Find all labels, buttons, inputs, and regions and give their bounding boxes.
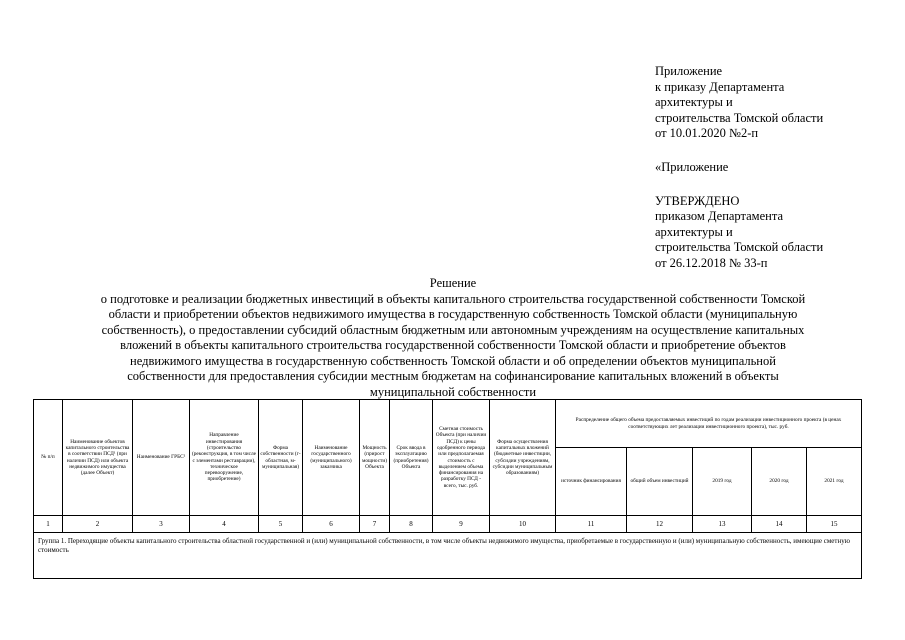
decision-title: [28, 276, 878, 400]
appendix-line: строительства Томской области: [655, 110, 824, 125]
column-number-cell: 1: [34, 516, 63, 533]
column-number-cell: 4: [190, 516, 259, 533]
sub-header-cell: источник финансирования: [556, 448, 627, 516]
column-number-cell: 12: [627, 516, 693, 533]
column-number-cell: 7: [360, 516, 390, 533]
header-cell: № п/п: [34, 400, 63, 516]
column-number-cell: 8: [390, 516, 433, 533]
decision-title-line: недвижимого имущества в государственную собственность Томской области и об определении объектов муниципальной: [130, 353, 776, 368]
column-number-cell: 5: [259, 516, 303, 533]
column-number-cell: 3: [133, 516, 190, 533]
column-number-cell: 14: [752, 516, 807, 533]
approved-line: приказом Департамента: [655, 209, 783, 224]
approved-line: УТВЕРЖДЕНО: [655, 193, 740, 208]
group-row-text: Группа 1. Переходящие объекты капитального строительства областной государственной и (или) муниципальной собственности, в том числе объекты недвижимого имущества, приобретаемые в государственную и (или) муниципальную собственность, имеющие сметную стоимость: [34, 533, 862, 579]
decision-title-line: области и приобретении объектов недвижимого имущества в государственную собственность Томской области (муниципальную: [108, 307, 798, 321]
header-cell: Форма осуществления капитальных вложений (бюджетные инвестиции, субсидии учреждениям, субсидии муниципальным образованиям): [490, 400, 556, 516]
sub-header-cell: 2020 год: [752, 448, 807, 516]
group-row: [34, 533, 862, 579]
approved-line: строительства Томской области: [655, 240, 824, 255]
column-number-cell: 6: [303, 516, 360, 533]
column-number-cell: 15: [807, 516, 862, 533]
header-cell: Направление инвестирования (строительство (реконструкция, в том числе с элементами реставрации), техническое перевооружение, приобретение): [190, 400, 259, 516]
appendix-quote-line: «Приложение: [655, 159, 729, 174]
column-number-row: [34, 516, 862, 533]
header-cell: Срок ввода в эксплуатацию (приобретения) Объекта: [390, 400, 433, 516]
header-cell: Сметная стоимость Объекта (при наличии ПСД) к цены одобренного периода или предполагаемая стоимость с выделением объема финансирования на разработку ПСД - всего, тыс. руб.: [433, 400, 490, 516]
approved-line: от 26.12.2018 № 33-п: [655, 255, 768, 270]
appendix-block: [655, 64, 895, 272]
column-number-cell: 9: [433, 516, 490, 533]
column-number-cell: 2: [63, 516, 133, 533]
appendix-line: к приказу Департамента: [655, 79, 785, 94]
header-cell: Наименование государственного (муниципального) заказчика: [303, 400, 360, 516]
investment-table: [33, 399, 862, 579]
appendix-line: от 10.01.2020 №2-п: [655, 126, 759, 141]
appendix-line: Приложение: [655, 64, 723, 78]
decision-title-line: вложений в объекты капитального строительства государственной собственности Томской области и приобретение объектов: [120, 338, 786, 352]
header-cell: Наименование объектов капитального строительства в соответствии ПСД¹ (при наличии ПСД) или объекта недвижимого имущества (далее Объект): [63, 400, 133, 516]
header-cell: Мощность (прирост мощности) Объекта: [360, 400, 390, 516]
approved-line: архитектуры и: [655, 224, 733, 239]
sub-header-cell: 2021 год: [807, 448, 862, 516]
decision-title-line: о подготовке и реализации бюджетных инвестиций в объекты капитального строительства государственной собственности Томской: [100, 291, 806, 306]
decision-title-line: собственность), о предоставлении субсидий областным бюджетным или автономным учреждениям на осуществление капитальных: [101, 322, 805, 337]
header-cell: Форма собственности (г-областная, м-муниципальная): [259, 400, 303, 516]
decision-title-line: муниципальной собственности: [369, 384, 537, 399]
column-number-cell: 11: [556, 516, 627, 533]
sub-header-cell: общий объем инвестиций: [627, 448, 693, 516]
column-number-cell: 10: [490, 516, 556, 533]
decision-heading: Решение: [429, 276, 477, 290]
appendix-line: архитектуры и: [655, 95, 733, 110]
header-cell: Наименование ГРБС²: [133, 400, 190, 516]
decision-title-line: собственности для предоставления субсидии местным бюджетам на софинансирование капитальных вложений в объекты: [127, 369, 779, 383]
column-number-cell: 13: [693, 516, 752, 533]
sub-header-cell: 2019 год: [693, 448, 752, 516]
distribution-header: Распределение общего объема предоставляемых инвестиций по годам реализации инвестиционного проекта (в ценах соответствующих лет реализации инвестиционного проекта), тыс. руб.: [556, 400, 862, 448]
